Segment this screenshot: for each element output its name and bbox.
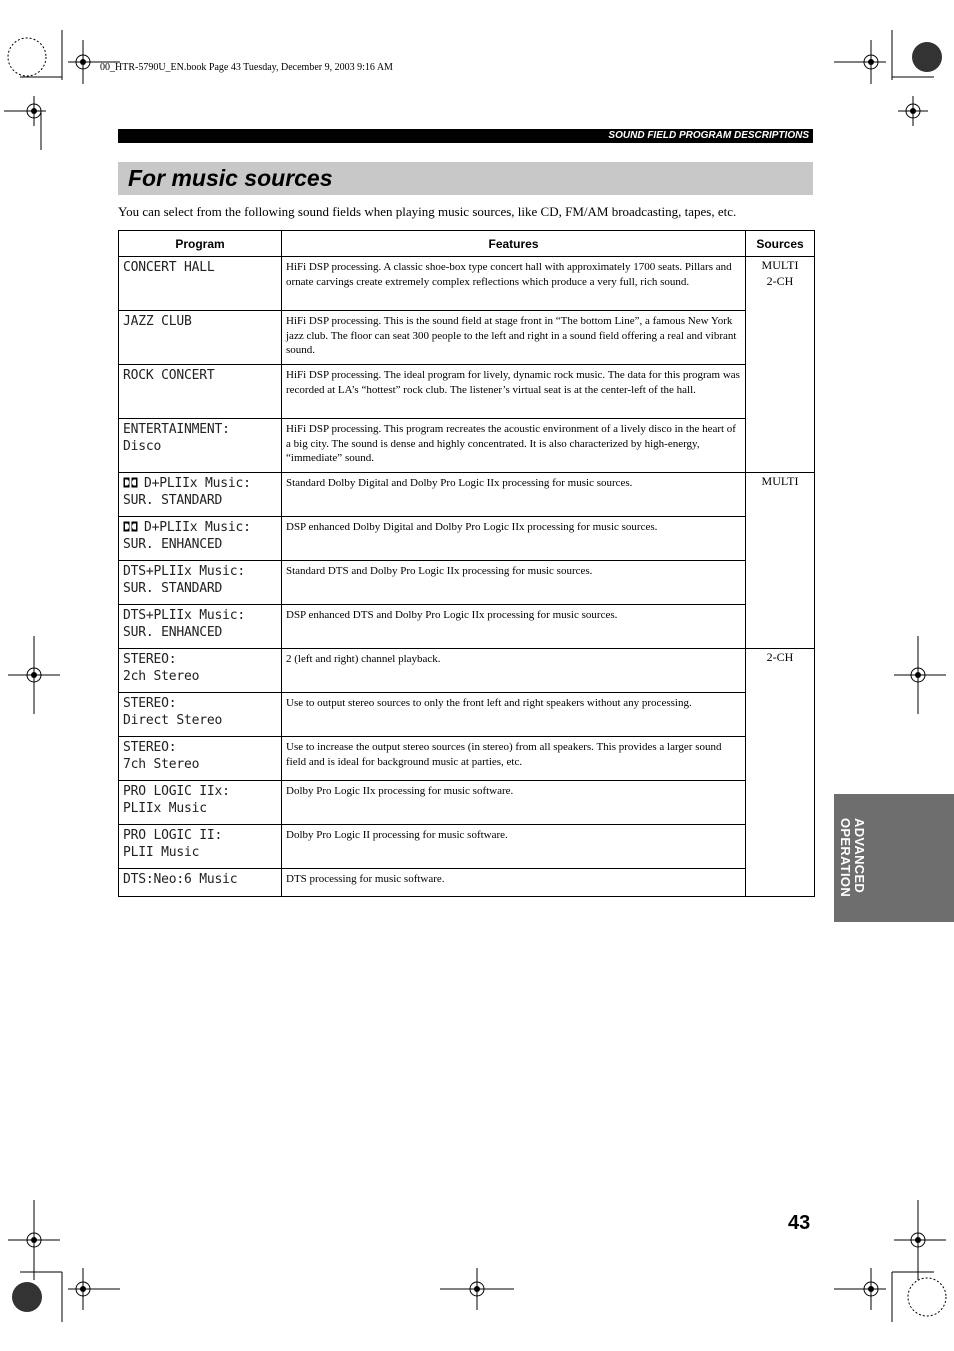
table-row	[119, 649, 815, 693]
dolby-double-d-icon	[123, 477, 138, 488]
page-title: For music sources	[128, 165, 333, 191]
intro-text: You can select from the following sound fields when playing music sources, like CD, FM/AM broadcasting, tapes, etc.	[118, 204, 737, 219]
table-row	[119, 517, 815, 561]
sources-cell	[746, 473, 815, 649]
sources-cell	[746, 649, 815, 897]
program-name-row	[123, 519, 277, 536]
source-label: MULTI	[761, 258, 799, 272]
features-cell: HiFi DSP processing. A classic shoe-box type concert hall with approximately 1700 seats. Pillars and ornate carvings create extremely complex reflections which produce a very full, rich sound.	[282, 257, 746, 311]
features-cell: Dolby Pro Logic IIx processing for music software.	[282, 781, 746, 825]
program-cell	[119, 869, 282, 897]
source-label: MULTI	[761, 474, 799, 488]
features-cell: Use to increase the output stereo sources (in stereo) from all speakers. This provides a larger sound field and is ideal for background music at parties, etc.	[282, 737, 746, 781]
dolby-double-d-icon	[123, 521, 138, 532]
features-cell: HiFi DSP processing. The ideal program for lively, dynamic rock music. The data for this program was recorded at LA’s “hottest” rock club. The listener’s virtual seat is at the center-left of the hall.	[282, 365, 746, 419]
table-header-row	[119, 231, 815, 257]
sound-field-table	[118, 230, 815, 897]
sources-cell	[746, 257, 815, 473]
table-row	[119, 825, 815, 869]
features-cell: Dolby Pro Logic II processing for music software.	[282, 825, 746, 869]
program-name-line: CONCERT HALL	[123, 260, 215, 275]
program-cell	[119, 473, 282, 517]
program-name-line: ENTERTAINMENT:	[123, 422, 230, 437]
table-row	[119, 737, 815, 781]
program-name-line: PLIIx Music	[123, 801, 207, 816]
program-name-line: ROCK CONCERT	[123, 368, 215, 383]
program-name-line: 2ch Stereo	[123, 669, 200, 684]
program-name-line: PRO LOGIC IIx:	[123, 784, 230, 799]
features-cell: DTS processing for music software.	[282, 869, 746, 897]
program-name-line: JAZZ CLUB	[123, 314, 192, 329]
program-name-line: 7ch Stereo	[123, 757, 200, 772]
program-name-line: PRO LOGIC II:	[123, 828, 223, 843]
page-number: 43	[788, 1212, 811, 1234]
program-name-line: PLII Music	[123, 845, 200, 860]
program-name-line: DTS+PLIIx Music:	[123, 608, 246, 623]
program-name-line: D+PLIIx Music:	[144, 476, 251, 491]
table-row	[119, 419, 815, 473]
program-name-line: SUR. ENHANCED	[123, 625, 223, 640]
program-cell	[119, 825, 282, 869]
program-name-line: STEREO:	[123, 740, 177, 755]
section-header: SOUND FIELD PROGRAM DESCRIPTIONS	[118, 129, 813, 143]
program-name-line: DTS+PLIIx Music:	[123, 564, 246, 579]
program-cell	[119, 365, 282, 419]
program-name-line: Disco	[123, 439, 162, 454]
program-name-line: SUR. ENHANCED	[123, 537, 223, 552]
program-name-line: DTS:Neo:6 Music	[123, 872, 238, 887]
features-cell: Use to output stereo sources to only the front left and right speakers without any processing.	[282, 693, 746, 737]
source-label: 2-CH	[766, 274, 794, 288]
features-cell: HiFi DSP processing. This is the sound field at stage front in “The bottom Line”, a famous New York jazz club. The floor can seat 300 people to the left and right in a sound field offering a real and vibrant sound.	[282, 311, 746, 365]
program-name-row	[123, 475, 277, 492]
features-cell: 2 (left and right) channel playback.	[282, 649, 746, 693]
program-cell	[119, 737, 282, 781]
program-cell	[119, 693, 282, 737]
program-name-line: SUR. STANDARD	[123, 581, 223, 596]
title-band	[118, 162, 813, 195]
program-cell	[119, 561, 282, 605]
program-cell	[119, 781, 282, 825]
features-cell: HiFi DSP processing. This program recreates the acoustic environment of a lively disco in the heart of a big city. The sound is dense and highly concentrated. It is also characterized by high-energy, “immediate” sound.	[282, 419, 746, 473]
features-cell: Standard DTS and Dolby Pro Logic IIx processing for music sources.	[282, 561, 746, 605]
header-program: Program	[119, 231, 282, 257]
print-info: 00_HTR-5790U_EN.book Page 43 Tuesday, December 9, 2003 9:16 AM	[100, 62, 393, 73]
program-name-line: STEREO:	[123, 652, 177, 667]
table-row	[119, 605, 815, 649]
table-row	[119, 693, 815, 737]
features-cell: Standard Dolby Digital and Dolby Pro Logic IIx processing for music sources.	[282, 473, 746, 517]
table-row	[119, 869, 815, 897]
table-row	[119, 311, 815, 365]
header-features: Features	[282, 231, 746, 257]
table-row	[119, 781, 815, 825]
table-row	[119, 473, 815, 517]
program-name-line: D+PLIIx Music:	[144, 520, 251, 535]
table-row	[119, 257, 815, 311]
program-cell	[119, 311, 282, 365]
table-row	[119, 365, 815, 419]
table-row	[119, 561, 815, 605]
side-tab-label: ADVANCED OPERATION	[838, 818, 867, 898]
features-cell: DSP enhanced Dolby Digital and Dolby Pro Logic IIx processing for music sources.	[282, 517, 746, 561]
header-sources: Sources	[746, 231, 815, 257]
side-tab	[834, 794, 954, 922]
program-cell	[119, 419, 282, 473]
program-cell	[119, 605, 282, 649]
program-cell	[119, 517, 282, 561]
program-cell	[119, 257, 282, 311]
program-name-line: SUR. STANDARD	[123, 493, 223, 508]
program-name-line: Direct Stereo	[123, 713, 223, 728]
source-label: 2-CH	[766, 650, 794, 664]
program-name-line: STEREO:	[123, 696, 177, 711]
features-cell: DSP enhanced DTS and Dolby Pro Logic IIx processing for music sources.	[282, 605, 746, 649]
program-cell	[119, 649, 282, 693]
